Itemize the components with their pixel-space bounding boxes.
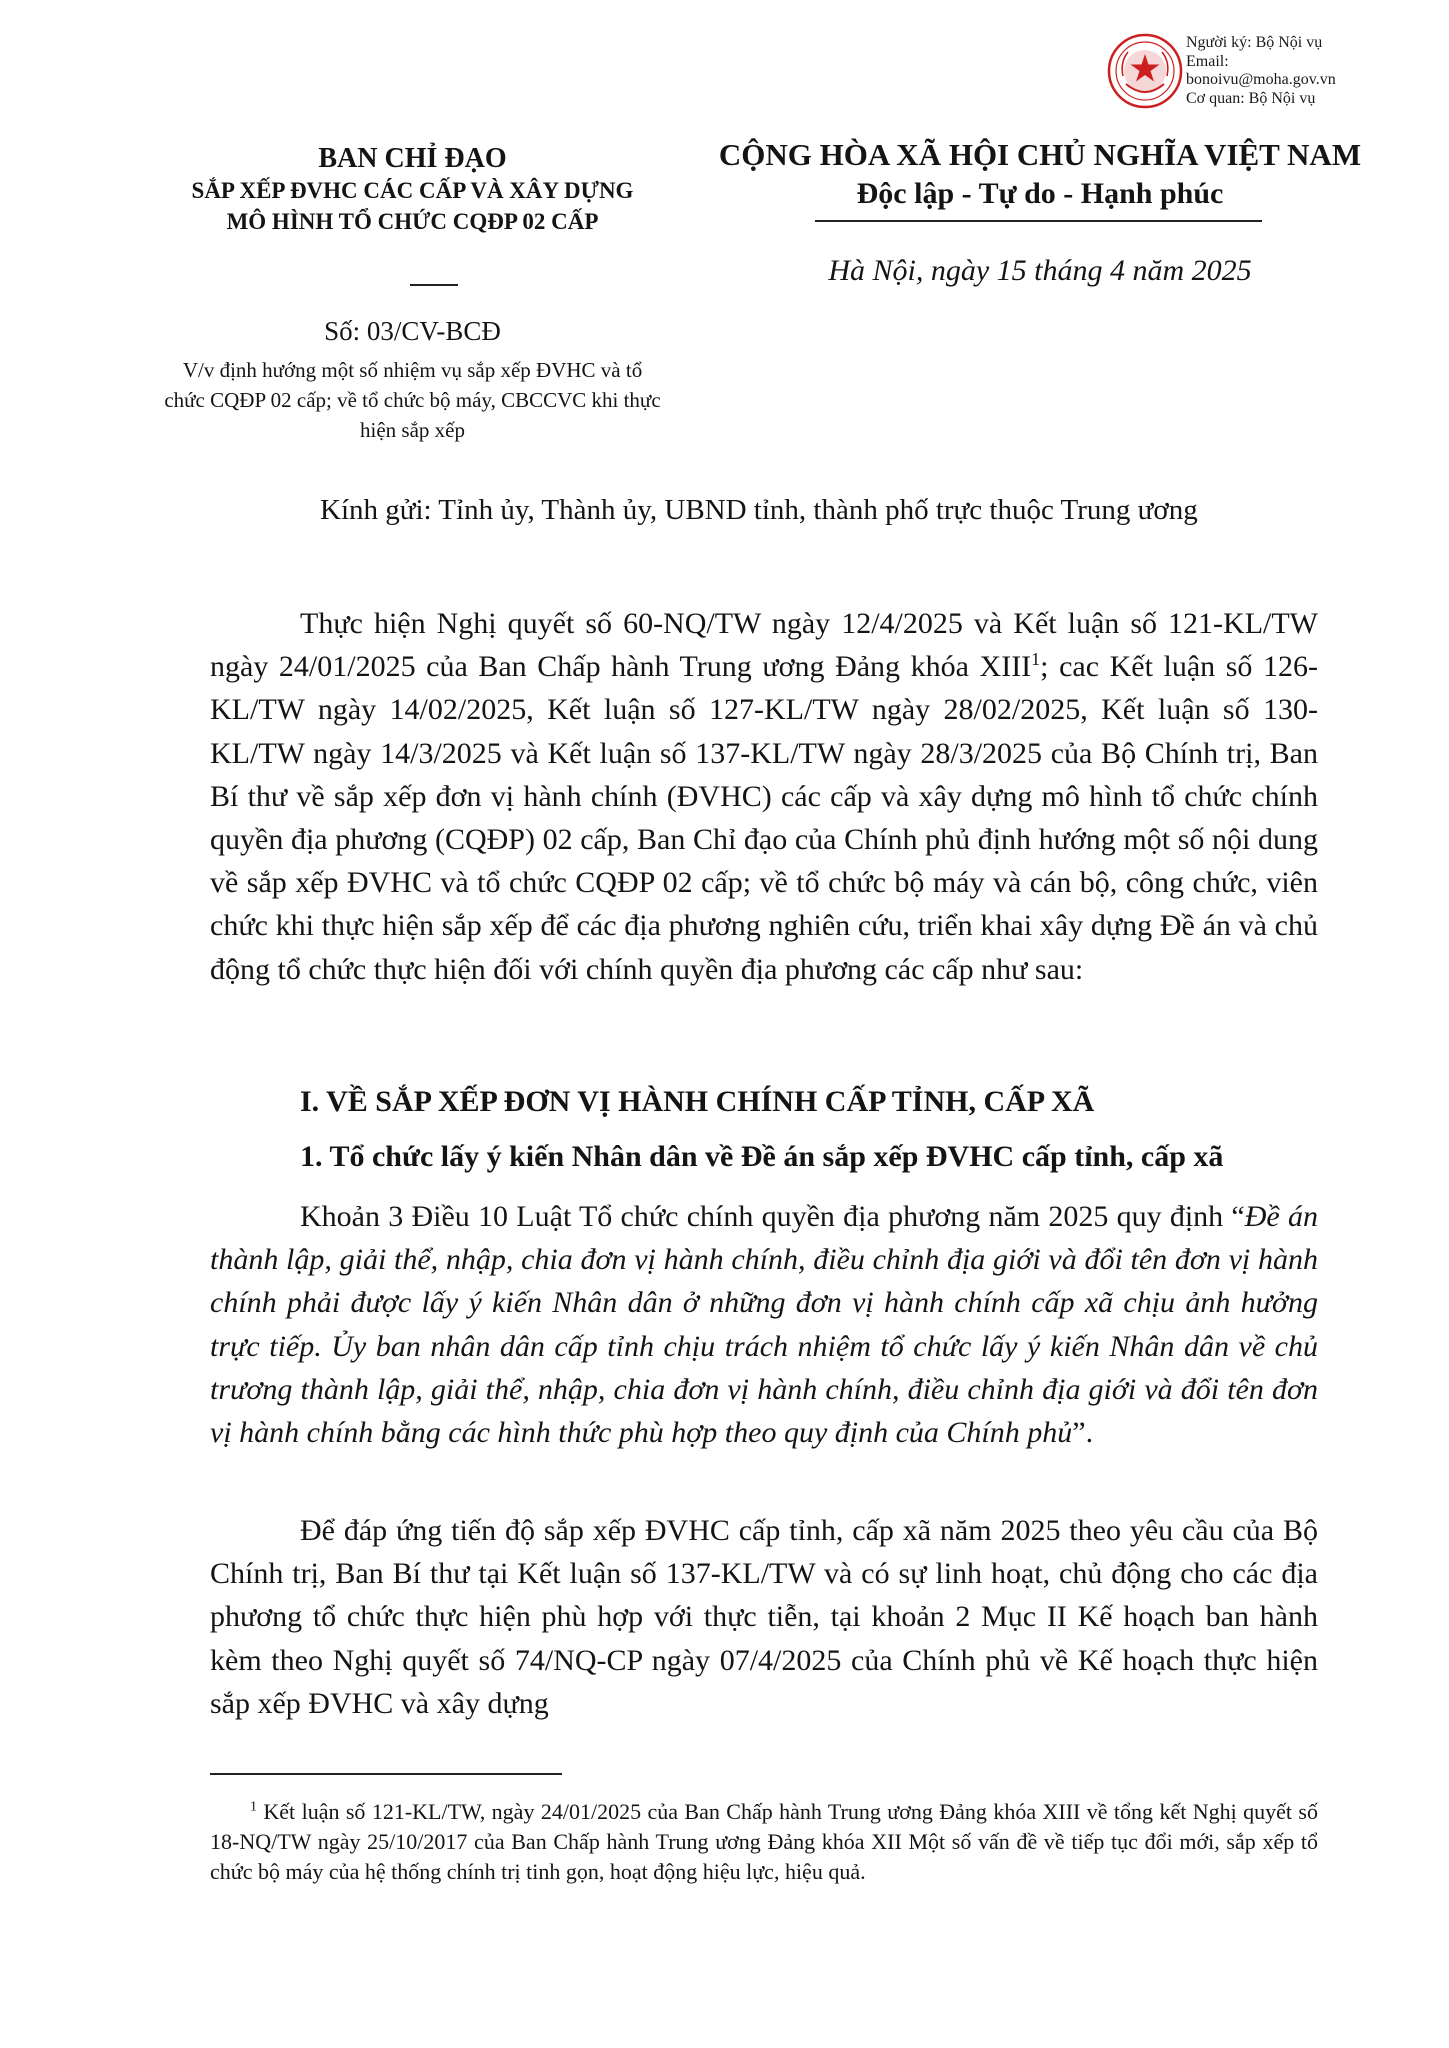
body-paragraph-1 [210, 602, 1318, 991]
issuing-agency-subtitle-1: SẮP XẾP ĐVHC CÁC CẤP VÀ XÂY DỰNG [191, 178, 634, 203]
footnote-number: 1 [250, 1799, 257, 1815]
footnote-reference[interactable]: 1 [1031, 649, 1041, 670]
section-heading-i: I. VỀ SẮP XẾP ĐƠN VỊ HÀNH CHÍNH CẤP TỈNH, CẤP XÃ [300, 1085, 1095, 1118]
footnote [210, 1797, 1318, 1887]
place-and-date: Hà Nội, ngày 15 tháng 4 năm 2025 [828, 254, 1252, 287]
body-paragraph-2 [210, 1195, 1318, 1454]
paragraph-text: ”. [1072, 1416, 1094, 1450]
national-emblem-icon [1106, 32, 1184, 110]
paragraph-text: ; cac Kết luận số 126-KL/TW ngày 14/02/2025, Kết luận số 127-KL/TW ngày 28/02/2025, Kết luận số 130-KL/TW ngày 14/3/2025 và Kết luận số 137-KL/TW ngày 28/3/2025 của Bộ Chính trị, Ban Bí thư về sắp xếp đơn vị hành chính (ĐVHC) các cấp và xây dựng mô hình tổ chức chính quyền địa phương (CQĐP) 02 cấp, Ban Chỉ đạo của Chính phủ định hướng một số nội dung về sắp xếp ĐVHC và tổ chức CQĐP 02 cấp; về tổ chức bộ máy và cán bộ, công chức, viên chức khi thực hiện sắp xếp để các địa phương nghiên cứu, triển khai xây dựng Đề án và chủ động tổ chức thực hiện đối với chính quyền địa phương các cấp như sau: [210, 650, 1318, 986]
issuing-agency-title: BAN CHỈ ĐẠO [318, 143, 507, 174]
quoted-law-text: Đề án thành lập, giải thể, nhập, chia đơn vị hành chính, điều chỉnh địa giới và đổi tên đơn vị hành chính phải được lấy ý kiến Nhân dân ở những đơn vị hành chính cấp xã chịu ảnh hưởng trực tiếp. Ủy ban nhân dân cấp tỉnh chịu trách nhiệm tổ chức lấy ý kiến Nhân dân về chủ trương thành lập, giải thể, nhập, chia đơn vị hành chính, điều chỉnh địa giới và đổi tên đơn vị hành chính bằng các hình thức phù hợp theo quy định của Chính phủ [210, 1200, 1318, 1450]
footnote-text: Kết luận số 121-KL/TW, ngày 24/01/2025 của Ban Chấp hành Trung ương Đảng khóa XIII về tổng kết Nghị quyết số 18-NQ/TW ngày 25/10/2017 của Ban Chấp hành Trung ương Đảng khóa XII Một số vấn đề về tiếp tục đổi mới, sắp xếp tổ chức bộ máy của hệ thống chính trị tinh gọn, hoạt động hiệu lực, hiệu quả. [210, 1799, 1318, 1884]
signing-agency: Cơ quan: Bộ Nội vụ [1186, 89, 1316, 107]
email-label: Email: [1186, 52, 1229, 70]
document-subject: V/v định hướng một số nhiệm vụ sắp xếp ĐVHC và tổ chức CQĐP 02 cấp; về tổ chức bộ máy, CBCCVC khi thực hiện sắp xếp [164, 358, 661, 442]
email-address: bonoivu@moha.gov.vn [1186, 71, 1336, 88]
agency-divider [410, 284, 458, 286]
issuing-agency-subtitle-2: MÔ HÌNH TỔ CHỨC CQĐP 02 CẤP [226, 209, 599, 234]
footnote-divider [210, 1773, 562, 1775]
document-number: Số: 03/CV-BCĐ [324, 316, 501, 346]
national-motto: Độc lập - Tự do - Hạnh phúc [856, 177, 1224, 210]
subsection-heading-1: 1. Tổ chức lấy ý kiến Nhân dân về Đề án sắp xếp ĐVHC cấp tỉnh, cấp xã [300, 1140, 1224, 1173]
body-paragraph-3: Để đáp ứng tiến độ sắp xếp ĐVHC cấp tỉnh, cấp xã năm 2025 theo yêu cầu của Bộ Chính trị, Ban Bí thư tại Kết luận số 137-KL/TW và có sự linh hoạt, chủ động cho các địa phương tổ chức thực hiện phù hợp với thực tiễn, tại khoản 2 Mục II Kế hoạch ban hành kèm theo Nghị quyết số 74/NQ-CP ngày 07/4/2025 của Chính phủ về Kế hoạch thực hiện sắp xếp ĐVHC và xây dựng [210, 1514, 1318, 1720]
motto-divider [815, 220, 1262, 222]
paragraph-text: Thực hiện Nghị quyết số 60-NQ/TW ngày 12/4/2025 và Kết luận số 121-KL/TW ngày 24/01/2025 của Ban Chấp hành Trung ương Đảng khóa XIII [210, 607, 1318, 684]
national-title: CỘNG HÒA XÃ HỘI CHỦ NGHĨA VIỆT NAM [718, 137, 1362, 172]
signature-info [1186, 34, 1436, 108]
signer-label: Người ký: Bộ Nội vụ [1186, 34, 1323, 51]
recipients-line: Kính gửi: Tỉnh ủy, Thành ủy, UBND tỉnh, thành phố trực thuộc Trung ương [320, 494, 1198, 526]
paragraph-text: Khoản 3 Điều 10 Luật Tổ chức chính quyền địa phương năm 2025 quy định “ [300, 1200, 1245, 1233]
